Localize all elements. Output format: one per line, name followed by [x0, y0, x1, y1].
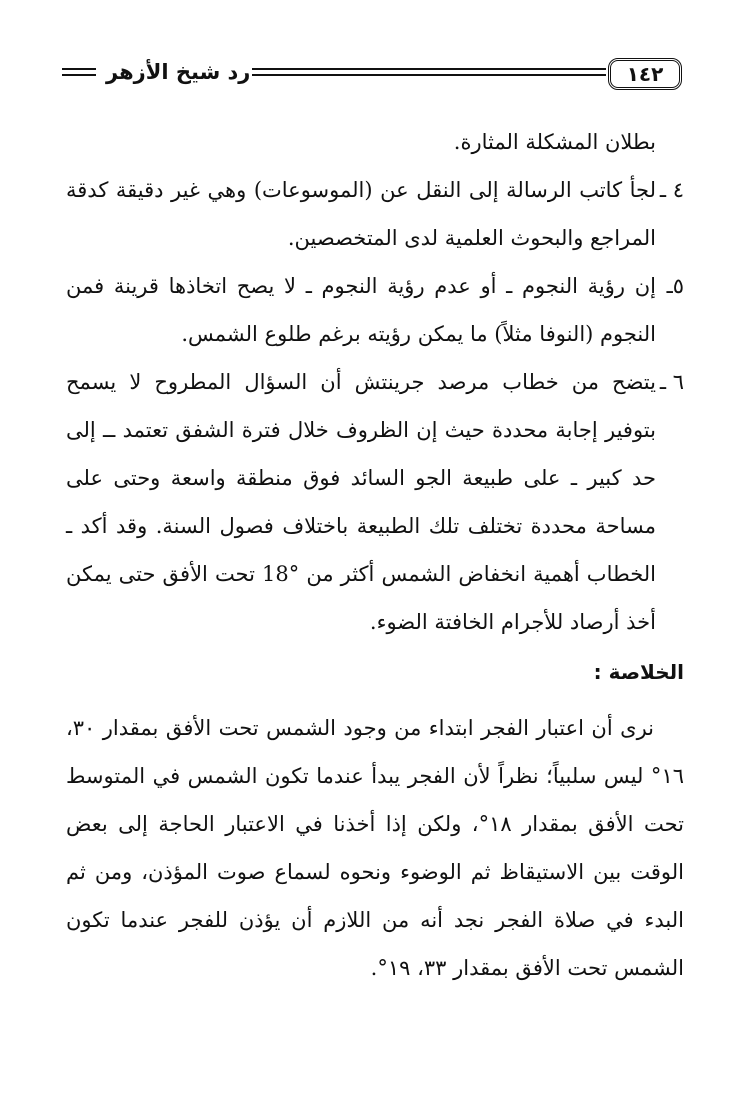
- list-item: [66, 166, 684, 262]
- header-rule-left-top: [62, 68, 96, 70]
- item-number: ٥ـ: [666, 274, 684, 298]
- list-item: [66, 262, 684, 358]
- header-rule-left-bottom: [62, 74, 96, 76]
- page-body: [66, 118, 684, 992]
- page-header: [62, 56, 682, 94]
- item-text: يتضح من خطاب مرصد جرينتش أن السؤال المطروح لا يسمح بتوفير إجابة محددة حيث إن الظروف خلال فترة الشفق تعتمد ــ إلى حد كبير ـ على طبيعة الجو السائد فوق منطقة واسعة وحتى على مساحة محددة تختلف تلك الطبيعة باختلاف فصول السنة. وقد أكد ـ الخطاب أهمية انخفاض الشمس أكثر من °18 تحت الأفق حتى يمكن أخذ أرصاد للأجرام الخافتة الضوء.: [66, 370, 656, 634]
- intro-line: بطلان المشكلة المثارة.: [453, 130, 656, 154]
- item-text: لجأ كاتب الرسالة إلى النقل عن (الموسوعات) وهي غير دقيقة كدقة المراجع والبحوث العلمية لدى المتخصصين.: [66, 178, 656, 250]
- conclusion-heading: الخلاصة :: [593, 660, 684, 684]
- list-item: [66, 358, 684, 646]
- conclusion-text: نرى أن اعتبار الفجر ابتداء من وجود الشمس تحت الأفق بمقدار ٣٠، ١٦° ليس سلبياً؛ نظراً لأن الفجر يبدأ عندما تكون الشمس في المتوسط تحت الأفق بمقدار ١٨°، ولكن إذا أخذنا في الاعتبار الحاجة إلى بعض الوقت بين الاستيقاظ ثم الوضوء ونحوه لسماع صوت المؤذن، ومن ثم البدء في صلاة الفجر نجد أنه من اللازم أن يؤذن للفجر عندما تكون الشمس تحت الأفق بمقدار ٣٣، ١٩°.: [66, 716, 684, 980]
- item-text: إن رؤية النجوم ـ أو عدم رؤية النجوم ـ لا يصح اتخاذها قرينة فمن النجوم (النوفا مثلاً) ما يمكن رؤيته برغم طلوع الشمس.: [66, 274, 656, 346]
- running-title: رد شيخ الأزهر: [106, 60, 251, 84]
- page-number: ١٤٢: [608, 58, 682, 90]
- header-rule-middle-top: [252, 68, 606, 70]
- item-number: ٦ ـ: [659, 370, 684, 394]
- item-number: ٤ ـ: [659, 178, 684, 202]
- header-rule-middle-bottom: [252, 74, 606, 76]
